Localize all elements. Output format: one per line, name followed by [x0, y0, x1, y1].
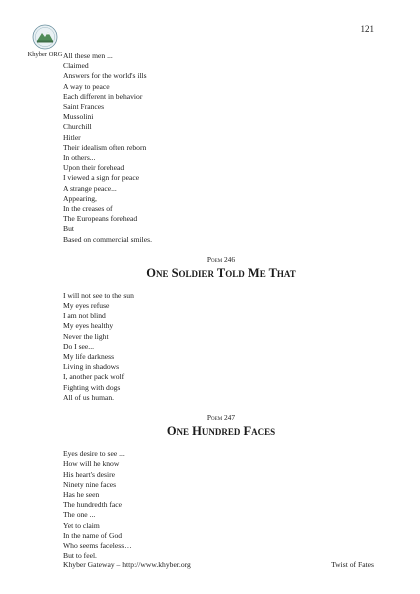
- poem-line: Ninety nine faces: [63, 479, 117, 489]
- poem-line: The hundredth face: [63, 500, 123, 510]
- page-content: [63, 51, 379, 561]
- poem-line: I will not see to the sun: [63, 290, 134, 300]
- poem-line: In the name of God: [63, 530, 123, 540]
- poem-line: Answers for the world's ills: [63, 71, 147, 81]
- poem-line: A way to peace: [63, 81, 110, 91]
- poem-line: Upon their forehead: [63, 163, 125, 173]
- poem-line: All of us human.: [63, 392, 115, 402]
- poem-line: Who seems faceless…: [63, 540, 132, 550]
- poem-body: [63, 291, 379, 403]
- poem-label: Poem 247: [206, 413, 236, 423]
- poem-line: I am not blind: [63, 311, 106, 321]
- poem-line: Has he seen: [63, 489, 100, 499]
- poem-line: Appearing,: [63, 193, 97, 203]
- poem-line: But to feel.: [63, 551, 97, 561]
- poem-line: Fighting with dogs: [63, 382, 121, 392]
- footer-book-title: Twist of Fates: [331, 560, 374, 569]
- footer-site-link: Khyber Gateway – http://www.khyber.org: [63, 560, 191, 569]
- poem-line: Each different in behavior: [63, 91, 143, 101]
- intro-poem-stanza: [63, 51, 379, 245]
- poem-line: Do I see...: [63, 341, 94, 351]
- poem-line: I viewed a sign for peace: [63, 173, 140, 183]
- poem-line: Mussolini: [63, 112, 94, 122]
- poem-line: In the creases of: [63, 204, 113, 214]
- poem-line: How will he know: [63, 459, 120, 469]
- poem-line: Saint Frances: [63, 102, 105, 112]
- poem-line: A strange peace...: [63, 183, 117, 193]
- mountain-logo-icon: [32, 24, 58, 50]
- poem-line: My eyes healthy: [63, 321, 114, 331]
- poem-line: In others...: [63, 153, 96, 163]
- poem-line: My eyes refuse: [63, 301, 110, 311]
- poem-line: Based on commercial smiles.: [63, 234, 152, 244]
- poem-line: Living in shadows: [63, 362, 120, 372]
- page-number: 121: [360, 24, 374, 34]
- logo-label: Khyber ORG: [27, 51, 63, 58]
- poem-label: Poem 246: [206, 254, 236, 264]
- poem-line: Churchill: [63, 122, 92, 132]
- page-footer: [63, 560, 374, 569]
- khyber-logo: [22, 24, 68, 58]
- poem-line: Eyes desire to see ...: [63, 449, 125, 459]
- poem-line: All these men ...: [63, 51, 113, 60]
- poem-line: Claimed: [63, 61, 89, 71]
- poem-247: [63, 413, 379, 561]
- poem-title: One Hundred Faces: [166, 424, 276, 439]
- poem-line: I, another pack wolf: [63, 372, 125, 382]
- poem-line: Yet to claim: [63, 520, 100, 530]
- poem-line: The Europeans forehead: [63, 214, 138, 224]
- poem-line: My life darkness: [63, 352, 115, 362]
- poem-line: His heart's desire: [63, 469, 115, 479]
- poem-line: The one ...: [63, 510, 96, 520]
- poem-line: Never the light: [63, 331, 109, 341]
- poem-246: [63, 255, 379, 403]
- poem-line: Their idealism often reborn: [63, 142, 147, 152]
- poem-line: Hitler: [63, 132, 81, 142]
- poem-body: [63, 449, 379, 561]
- poem-line: But: [63, 224, 74, 234]
- poem-title: One Soldier Told Me That: [146, 265, 296, 280]
